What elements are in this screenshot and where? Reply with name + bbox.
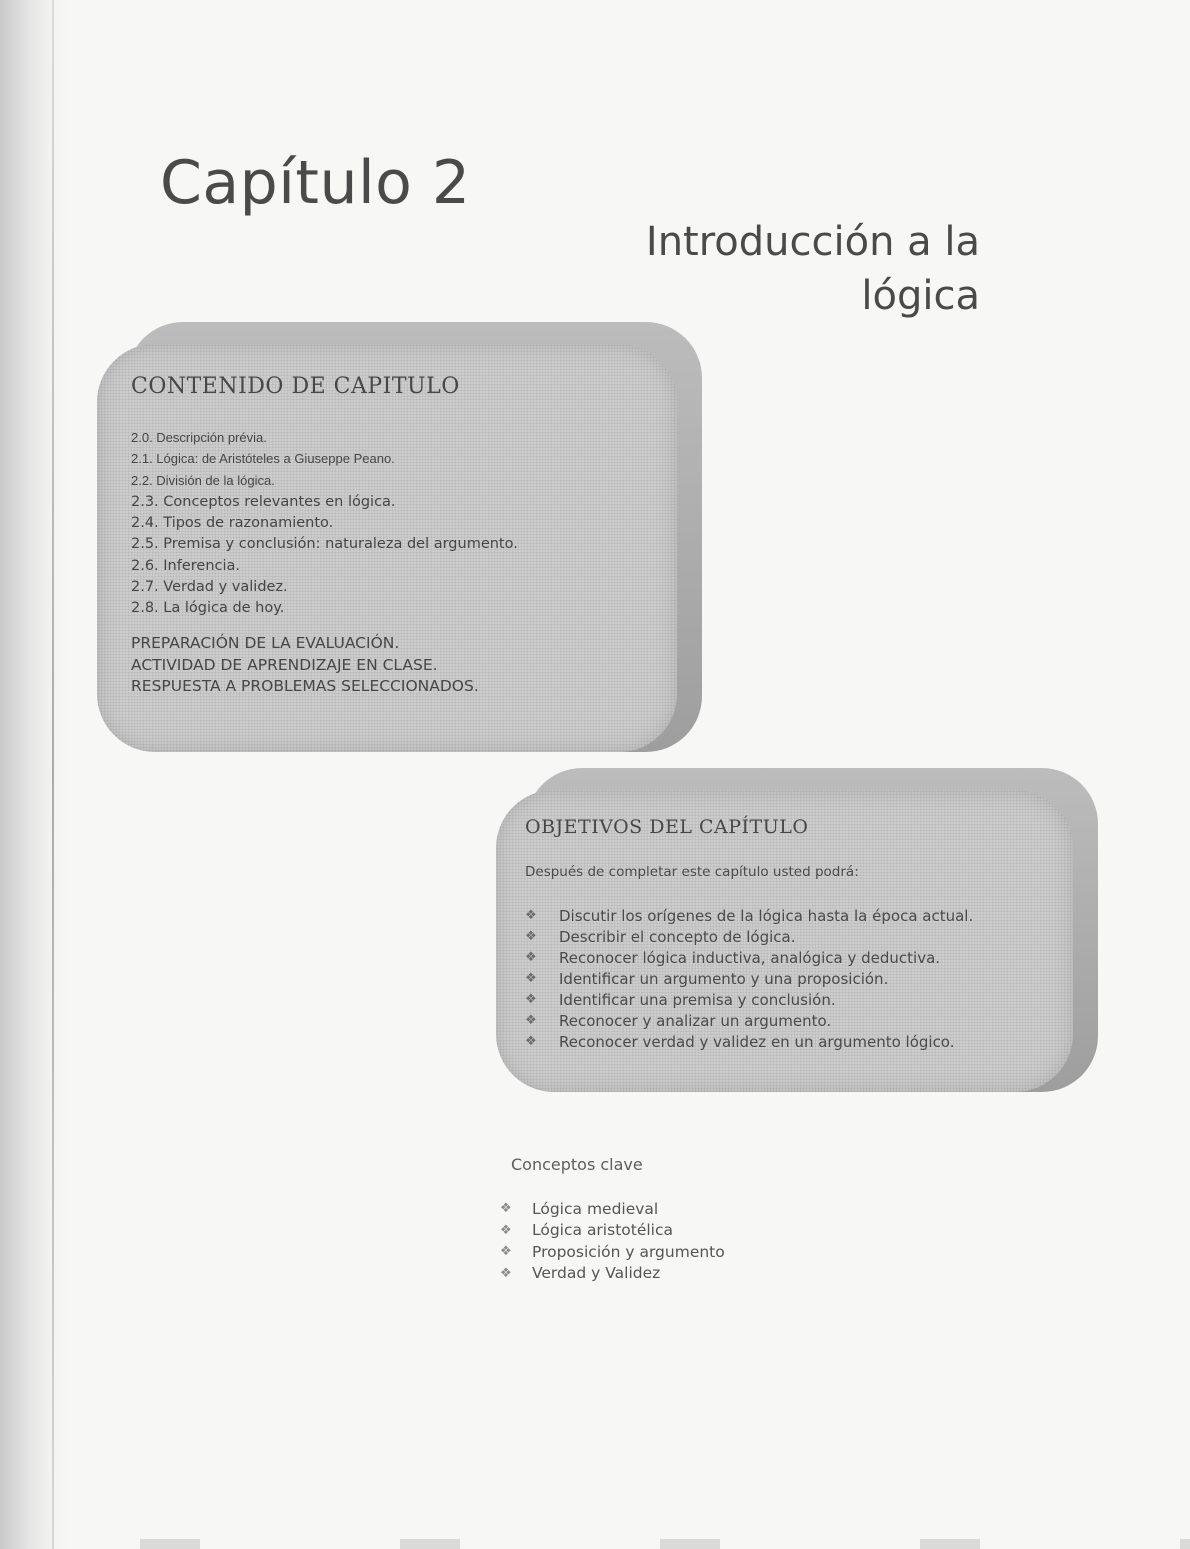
four-diamond-star-icon: ❖ xyxy=(500,1265,512,1281)
key-concept-item xyxy=(500,1263,725,1285)
four-diamond-star-icon: ❖ xyxy=(500,1222,512,1238)
objective-text: Describir el concepto de lógica. xyxy=(559,927,796,946)
scan-edge-specks xyxy=(0,1539,1190,1549)
chapter-title xyxy=(540,215,980,323)
four-diamond-star-icon: ❖ xyxy=(500,1244,512,1260)
contents-item: 2.1. Lógica: de Aristóteles a Giuseppe Peano. xyxy=(131,451,395,467)
key-concepts-title: Conceptos clave xyxy=(511,1155,643,1174)
contents-item: 2.6. Inferencia. xyxy=(131,557,241,574)
contents-extra-item: ACTIVIDAD DE APRENDIZAJE EN CLASE. xyxy=(131,655,438,674)
key-concept-text: Lógica aristotélica xyxy=(532,1221,673,1240)
contents-item: 2.8. La lógica de hoy. xyxy=(131,600,285,617)
objective-item xyxy=(525,968,973,989)
chapter-objectives-box xyxy=(496,768,1098,1092)
key-concepts-list xyxy=(500,1198,725,1284)
contents-item: 2.5. Premisa y conclusión: naturaleza del argumento. xyxy=(131,536,518,553)
four-diamond-star-icon: ❖ xyxy=(525,1013,537,1028)
contents-extras-list xyxy=(131,634,479,699)
key-concept-text: Verdad y Validez xyxy=(532,1264,661,1283)
objective-item xyxy=(525,947,973,968)
key-concept-text: Lógica medieval xyxy=(532,1199,659,1218)
key-concept-item xyxy=(500,1241,725,1263)
objective-item xyxy=(525,905,973,926)
page-binding-shadow xyxy=(0,0,70,1549)
chapter-title-line-1: Introducción a la xyxy=(645,219,980,265)
contents-list xyxy=(131,430,518,622)
four-diamond-star-icon: ❖ xyxy=(500,1201,512,1217)
objectives-heading: OBJETIVOS DEL CAPÍTULO xyxy=(525,816,809,838)
objective-item xyxy=(525,989,973,1010)
objective-text: Reconocer lógica inductiva, analógica y deductiva. xyxy=(559,948,941,967)
chapter-title-line-2: lógica xyxy=(861,273,980,319)
objective-text: Identificar un argumento y una proposición. xyxy=(559,969,889,988)
contents-extra-item: RESPUESTA A PROBLEMAS SELECCIONADOS. xyxy=(131,677,479,695)
four-diamond-star-icon: ❖ xyxy=(525,1034,537,1049)
contents-item: 2.2. División de la lógica. xyxy=(131,472,275,488)
objectives-list xyxy=(525,905,973,1052)
four-diamond-star-icon: ❖ xyxy=(525,992,537,1007)
four-diamond-star-icon: ❖ xyxy=(525,929,537,944)
four-diamond-star-icon: ❖ xyxy=(525,950,537,965)
objective-text: Reconocer y analizar un argumento. xyxy=(559,1011,832,1030)
objective-text: Reconocer verdad y validez en un argumento lógico. xyxy=(559,1032,955,1051)
four-diamond-star-icon: ❖ xyxy=(525,908,537,923)
objective-text: Discutir los orígenes de la lógica hasta la época actual. xyxy=(559,906,974,925)
key-concept-item xyxy=(500,1220,725,1242)
contents-item: 2.4. Tipos de razonamiento. xyxy=(131,515,334,532)
page-binding-line xyxy=(52,0,54,1549)
key-concept-item xyxy=(500,1198,725,1220)
contents-item: 2.7. Verdad y validez. xyxy=(131,579,288,596)
objective-item xyxy=(525,926,973,947)
objective-text: Identificar una premisa y conclusión. xyxy=(559,990,836,1009)
contents-item: 2.3. Conceptos relevantes en lógica. xyxy=(131,493,396,510)
key-concept-text: Proposición y argumento xyxy=(532,1242,725,1261)
objectives-intro: Después de completar este capítulo usted podrá: xyxy=(525,864,859,880)
objective-item xyxy=(525,1010,973,1031)
contents-item: 2.0. Descripción prévia. xyxy=(131,430,267,445)
chapter-contents-box xyxy=(97,322,702,752)
contents-extra-item: PREPARACIÓN DE LA EVALUACIÓN. xyxy=(131,634,400,652)
contents-heading: CONTENIDO DE CAPITULO xyxy=(131,374,460,399)
four-diamond-star-icon: ❖ xyxy=(525,971,537,986)
objective-item xyxy=(525,1031,973,1052)
chapter-number: Capítulo 2 xyxy=(160,148,471,218)
